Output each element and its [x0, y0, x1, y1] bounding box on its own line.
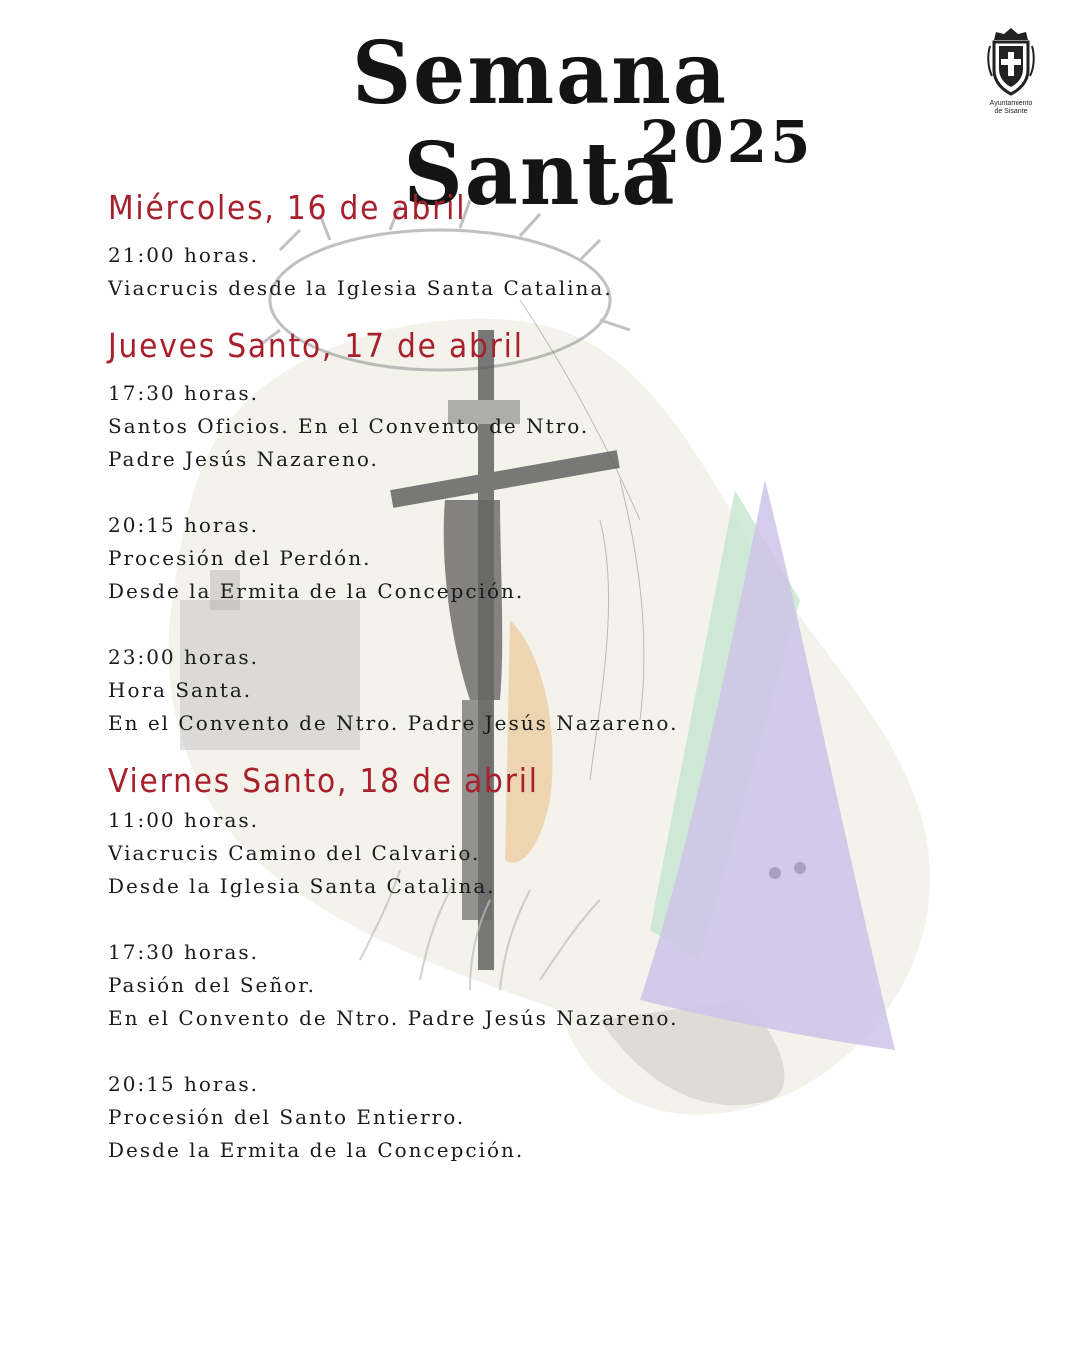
- event-description: Desde la Ermita de la Concepción.: [108, 1138, 525, 1162]
- event-description: Desde la Iglesia Santa Catalina.: [108, 874, 496, 898]
- town-crest: [978, 26, 1044, 116]
- event-item: [108, 1068, 908, 1167]
- year-label: 2025: [640, 108, 814, 176]
- day-thursday: [108, 323, 908, 740]
- event-description: Hora Santa.: [108, 678, 253, 702]
- event-description: Padre Jesús Nazareno.: [108, 447, 379, 471]
- event-description: Procesión del Perdón.: [108, 546, 372, 570]
- day-heading: Jueves Santo, 17 de abril: [108, 326, 524, 365]
- crest-label-line2: de Sisante: [994, 108, 1028, 115]
- day-wednesday: [108, 185, 908, 305]
- event-item: [108, 239, 908, 305]
- event-time: 20:15 horas.: [108, 513, 260, 537]
- event-description: Santos Oficios. En el Convento de Ntro.: [108, 414, 590, 438]
- event-description: En el Convento de Ntro. Padre Jesús Nazareno.: [108, 1006, 679, 1030]
- page-title: Semana Santa: [351, 23, 729, 225]
- schedule-program: [108, 185, 908, 1185]
- event-time: 20:15 horas.: [108, 1072, 260, 1096]
- event-description: Desde la Ermita de la Concepción.: [108, 579, 525, 603]
- event-item: [108, 804, 908, 903]
- event-item: [108, 641, 908, 740]
- event-item: [108, 377, 908, 476]
- event-time: 17:30 horas.: [108, 940, 260, 964]
- event-item: [108, 509, 908, 608]
- crest-label-line1: Ayuntamiento: [989, 100, 1033, 107]
- event-description: Viacrucis desde la Iglesia Santa Catalina.: [108, 276, 613, 300]
- event-time: 11:00 horas.: [108, 808, 260, 832]
- day-heading: Miércoles, 16 de abril: [108, 188, 467, 227]
- event-time: 23:00 horas.: [108, 645, 260, 669]
- event-description: Pasión del Señor.: [108, 973, 316, 997]
- event-description: Viacrucis Camino del Calvario.: [108, 841, 481, 865]
- event-description: En el Convento de Ntro. Padre Jesús Nazareno.: [108, 711, 679, 735]
- event-time: 21:00 horas.: [108, 243, 260, 267]
- event-item: [108, 936, 908, 1035]
- event-description: Procesión del Santo Entierro.: [108, 1105, 466, 1129]
- day-friday: [108, 758, 908, 1167]
- day-heading: Viernes Santo, 18 de abril: [108, 761, 539, 800]
- coat-of-arms-icon: [986, 26, 1036, 96]
- event-time: 17:30 horas.: [108, 381, 260, 405]
